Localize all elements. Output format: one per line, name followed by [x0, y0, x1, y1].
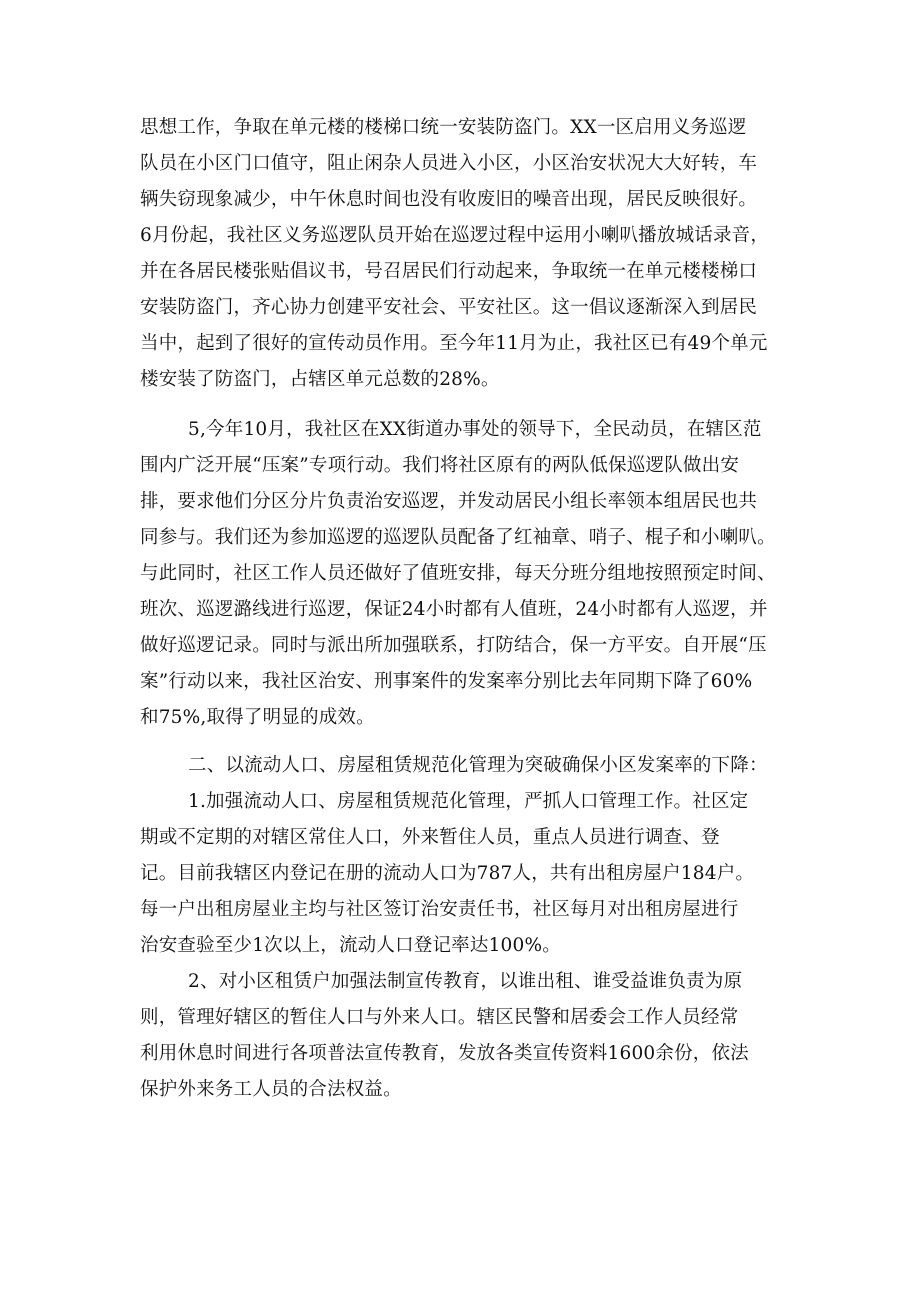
text-line: 做好巡逻记录。同时与派出所加强联系，打防结合，保一方平安。自开展“压 — [140, 635, 767, 656]
text-line: 则，管理好辖区的暂住人口与外来人口。辖区民警和居委会工作人员经常 — [140, 1007, 739, 1028]
text-line: 利用休息时间进行各项普法宣传教育，发放各类宣传资料1600余份，依法 — [140, 1043, 749, 1064]
text-line: 1.加强流动人口、房屋租赁规范化管理，严抓人口管理工作。社区定 — [188, 791, 749, 812]
paragraph-p5 — [140, 964, 800, 1108]
text-line: 每一户出租房屋业主均与社区签订治安责任书，社区每月对出租房屋进行 — [140, 899, 739, 920]
text-line: 2、对小区租赁户加强法制宣传教育，以谁出租、谁受益谁负责为原 — [188, 971, 743, 992]
text-line: 记。目前我辖区内登记在册的流动人口为787人，共有出租房屋户184户。 — [140, 863, 755, 884]
paragraph-p1 — [140, 110, 800, 398]
text-line: 楼安装了防盗门，占辖区单元总数的28%。 — [140, 369, 500, 390]
text-line: 思想工作，争取在单元楼的楼梯口统一安装防盗门。XX一区启用义务巡逻 — [140, 117, 747, 138]
text-line: 期或不定期的对辖区常住人口，外来暂住人员，重点人员进行调查、登 — [140, 827, 720, 848]
text-line: 班次、巡逻潞线进行巡逻，保证24小时都有人值班，24小时都有人巡逻，并 — [140, 599, 768, 620]
paragraph-p2 — [140, 412, 800, 736]
heading-line: 二、以流动人口、房屋租赁规范化管理为突破确保小区发案率的下降： — [188, 755, 768, 776]
text-line: 案”行动以来，我社区治安、刑事案件的发案率分别比去年同期下降了60% — [140, 671, 753, 692]
text-line: 安装防盗门，齐心协力创建平安社会、平安社区。这一倡议逐渐深入到居民 — [140, 297, 758, 318]
section-heading — [140, 748, 800, 784]
text-line: 6月份起，我社区义务巡逻队员开始在巡逻过程中运用小喇叭播放城话录音， — [140, 225, 770, 246]
text-line: 5,今年10月，我社区在XX街道办事处的领导下，全民动员，在辖区范 — [188, 419, 762, 440]
paragraph-p4 — [140, 784, 800, 964]
text-line: 并在各居民楼张贴倡议书，号召居民们行动起来，争取统一在单元楼楼梯口 — [140, 261, 758, 282]
text-line: 当中，起到了很好的宣传动员作用。至今年11月为止，我社区已有49个单元 — [140, 333, 768, 354]
text-line: 排，要求他们分区分片负责治安巡逻，并发动居民小组长率领本组居民也共 — [140, 491, 758, 512]
text-line: 同参与。我们还为参加巡逻的巡逻队员配备了红袖章、哨子、棍子和小喇叭。 — [140, 527, 776, 548]
text-line: 治安查验至少1次以上，流动人口登记率达100%。 — [140, 935, 561, 956]
text-line: 保护外来务工人员的合法权益。 — [140, 1079, 402, 1100]
text-line: 和75%,取得了明显的成效。 — [140, 707, 375, 728]
text-line: 队员在小区门口值守，阻止闲杂人员进入小区，小区治安状况大大好转，车 — [140, 153, 758, 174]
text-line: 围内广泛开展“压案”专项行动。我们将社区原有的两队低保巡逻队做出安 — [140, 455, 740, 476]
text-line: 与此同时，社区工作人员还做好了值班安排，每天分班分组地按照预定时间、 — [140, 563, 776, 584]
text-line: 辆失窃现象减少，中午休息时间也没有收废旧的噪音出现，居民反映很好。 — [140, 189, 758, 210]
